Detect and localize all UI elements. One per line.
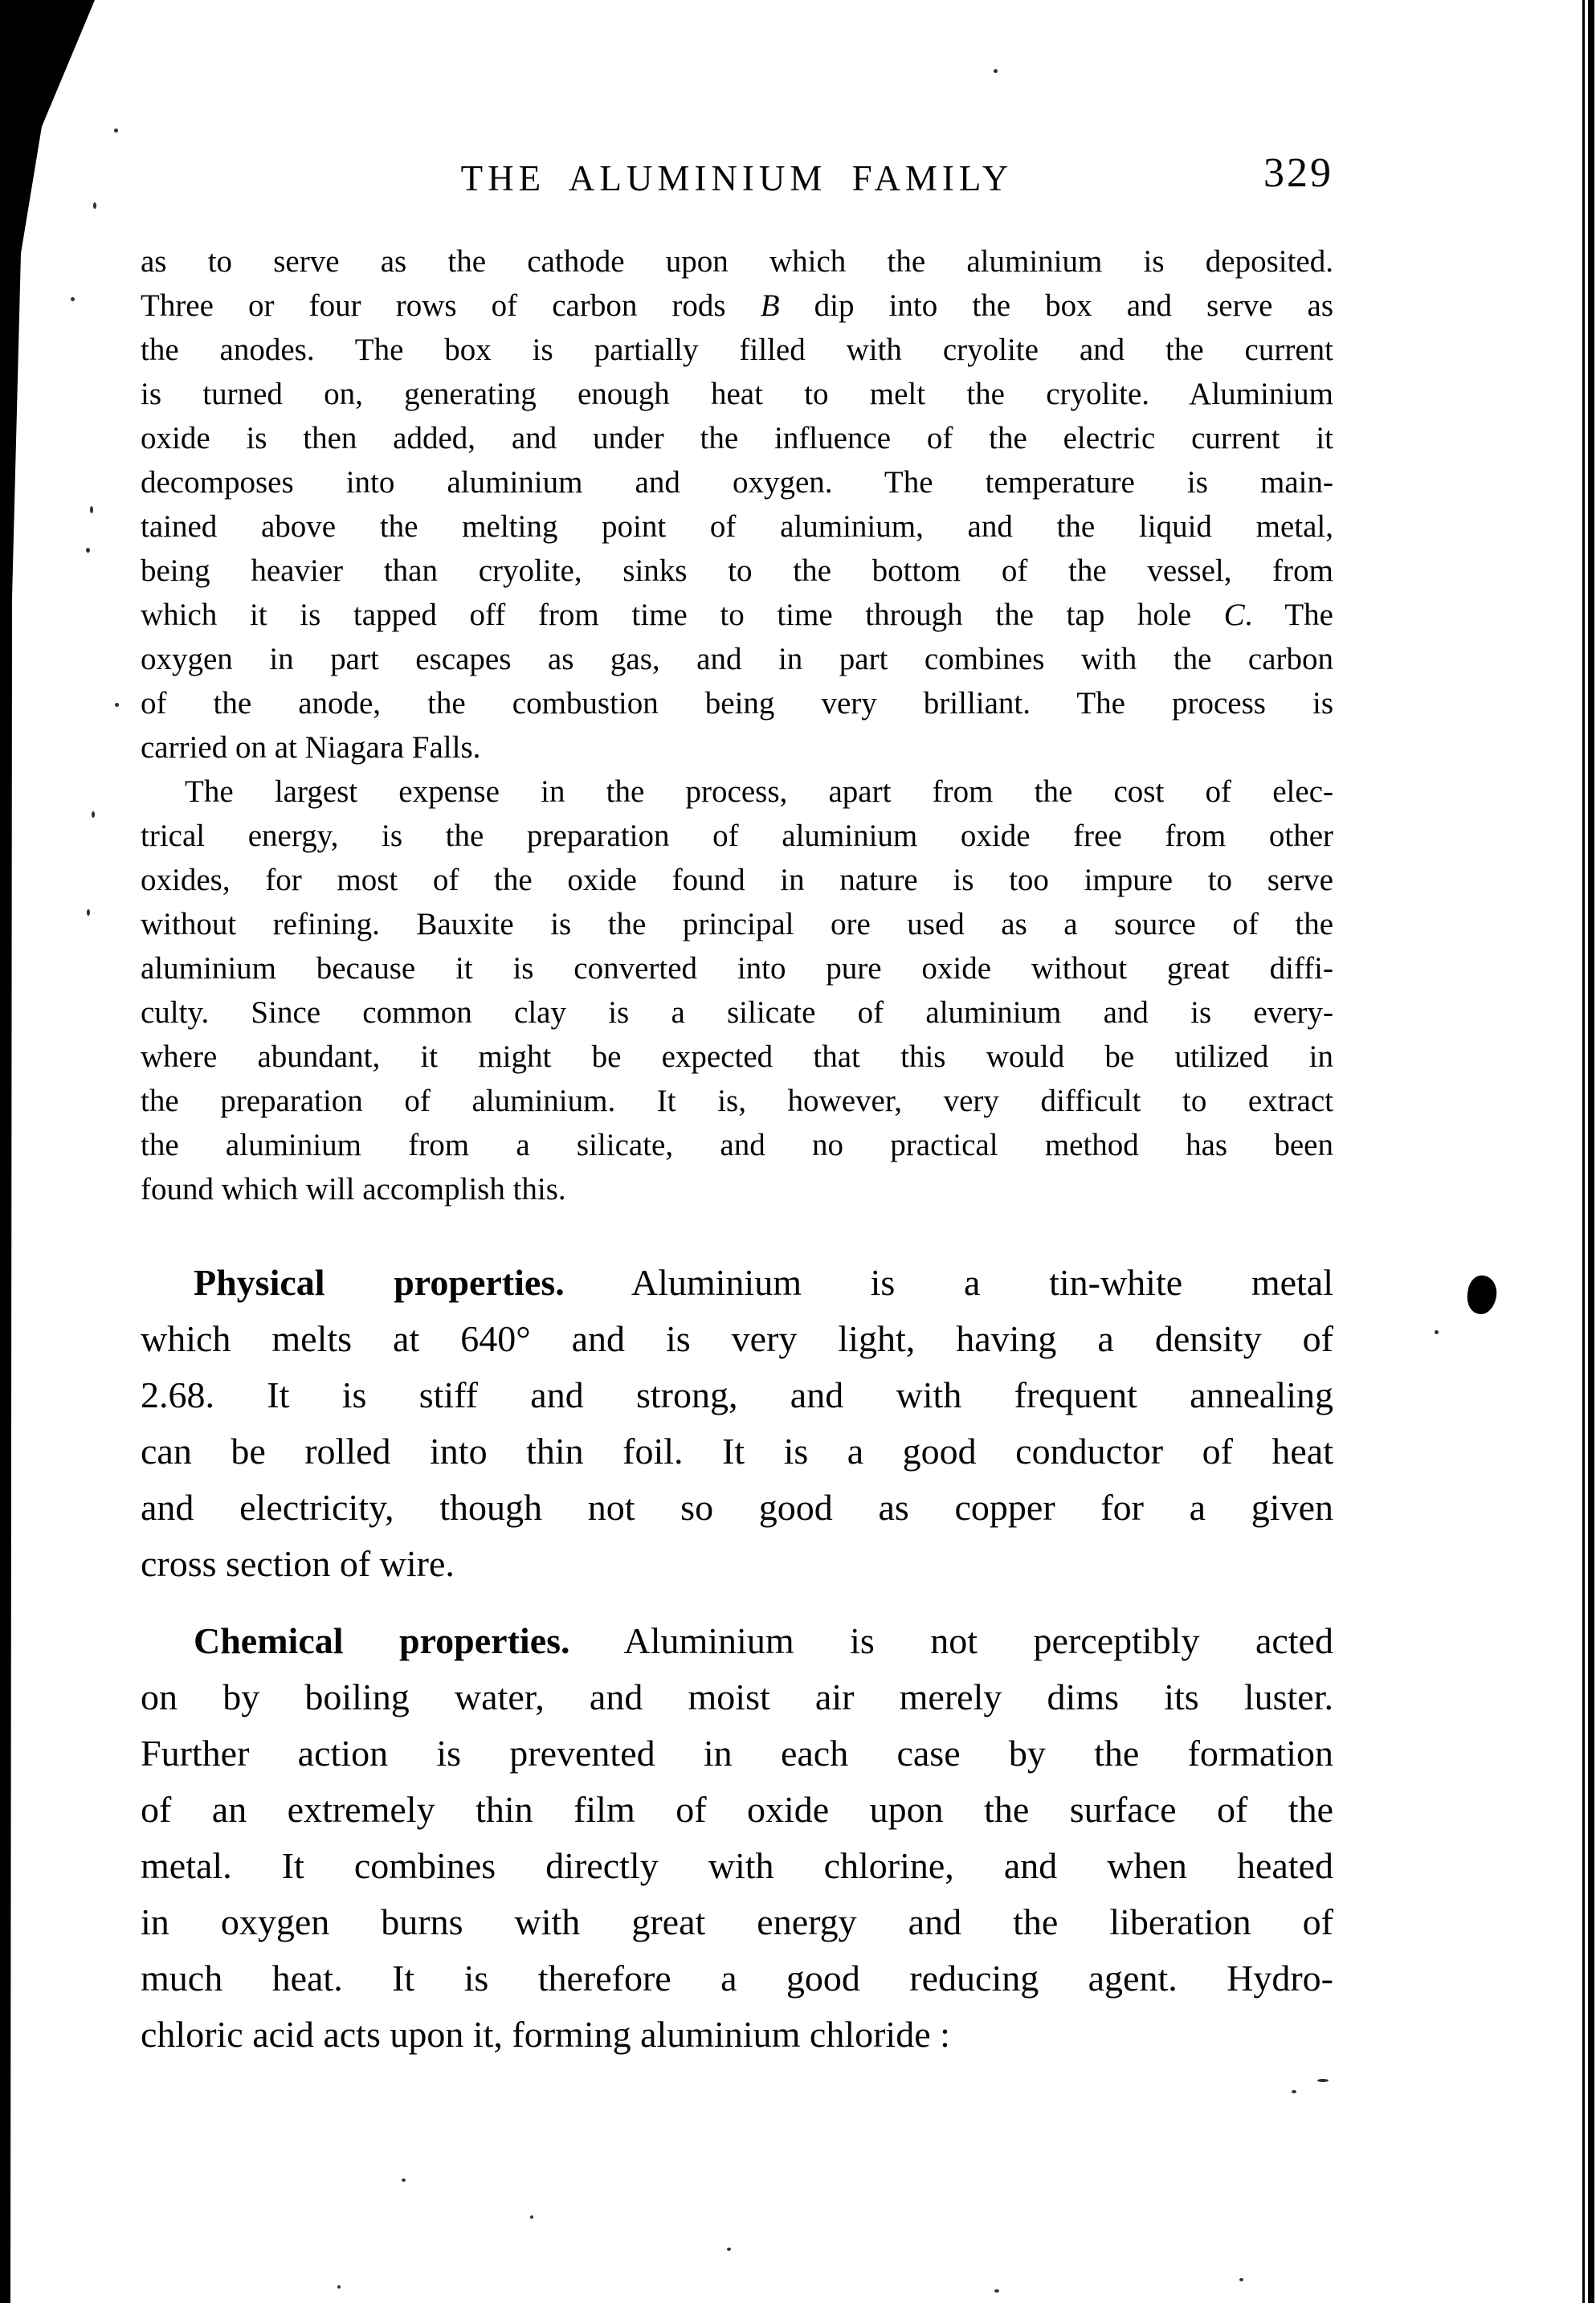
text-segment: the anodes. The box is partially filled with cryolite and the current xyxy=(141,333,1333,367)
scan-speck xyxy=(92,811,95,818)
text-segment: Further action is prevented in each case by the formation xyxy=(141,1733,1333,1774)
text-line xyxy=(141,1894,1333,1950)
paragraph xyxy=(141,770,1333,1211)
text-segment: of the anode, the combustion being very brilliant. The process is xyxy=(141,686,1333,721)
scan-speck xyxy=(1239,2278,1243,2281)
text-line xyxy=(141,1079,1333,1123)
text-line xyxy=(141,1669,1333,1725)
text-segment: and electricity, though not so good as copper for a given xyxy=(141,1487,1333,1528)
text-segment: Three or four rows of carbon rods xyxy=(141,288,761,323)
text-line xyxy=(141,504,1333,549)
text-segment: as to serve as the cathode upon which the aluminium is deposited. xyxy=(141,244,1333,279)
section-lead: Physical properties. xyxy=(194,1262,565,1303)
text-line xyxy=(141,1255,1333,1311)
text-line xyxy=(141,858,1333,902)
text-segment: is turned on, generating enough heat to melt the cryolite. Aluminium xyxy=(141,377,1333,411)
text-line xyxy=(141,239,1333,284)
text-line xyxy=(141,902,1333,946)
text-segment: oxides, for most of the oxide found in nature is too impure to serve xyxy=(141,863,1333,897)
text-segment: can be rolled into thin foil. It is a good conductor of heat xyxy=(141,1431,1333,1472)
scan-artifact-right-edge-line xyxy=(1582,0,1585,2303)
text-segment: 2.68. It is stiff and strong, and with frequent annealing xyxy=(141,1374,1333,1415)
scan-artifact-corner-wedge xyxy=(0,0,112,2303)
scan-speck xyxy=(337,2285,341,2289)
page-body xyxy=(141,239,1333,2063)
text-segment: metal. It combines directly with chlorine, and when heated xyxy=(141,1845,1333,1886)
text-segment: trical energy, is the preparation of aluminium oxide free from other xyxy=(141,819,1333,853)
paragraph xyxy=(141,1255,1333,1592)
page-header-title: THE ALUMINIUM FAMILY xyxy=(460,158,1014,198)
text-segment: much heat. It is therefore a good reducing agent. Hydro- xyxy=(141,1958,1333,1999)
text-segment: found which will accomplish this. xyxy=(141,1172,566,1207)
scan-speck xyxy=(90,506,93,513)
scan-speck xyxy=(994,69,998,73)
scan-speck xyxy=(727,2248,731,2251)
text-line xyxy=(141,1838,1333,1894)
text-line xyxy=(141,1725,1333,1782)
text-segment: which it is tapped off from time to time through the tap hole xyxy=(141,598,1224,632)
scan-speck xyxy=(114,129,118,133)
text-line xyxy=(141,372,1333,416)
scan-speck xyxy=(87,909,90,916)
scan-speck xyxy=(994,2289,999,2293)
text-segment: the aluminium from a silicate, and no practical method has been xyxy=(141,1128,1333,1162)
text-line xyxy=(141,1311,1333,1367)
scan-speck xyxy=(1435,1330,1439,1334)
text-segment: dip into the box and serve as xyxy=(779,288,1333,323)
text-line xyxy=(141,681,1333,725)
text-segment: oxygen in part escapes as gas, and in part combines with the carbon xyxy=(141,642,1333,676)
text-line xyxy=(141,990,1333,1035)
scan-speck xyxy=(93,202,96,209)
text-line xyxy=(141,814,1333,858)
text-segment: oxide is then added, and under the influence of the electric current it xyxy=(141,421,1333,455)
scan-speck xyxy=(530,2215,533,2219)
text-segment: on by boiling water, and moist air merely dims its luster. xyxy=(141,1676,1333,1717)
text-segment: carried on at Niagara Falls. xyxy=(141,730,481,765)
text-segment: aluminium because it is converted into pure oxide without great diffi- xyxy=(141,951,1333,986)
paragraph xyxy=(141,239,1333,770)
text-segment: tained above the melting point of aluminium, and the liquid metal, xyxy=(141,509,1333,544)
text-line xyxy=(141,328,1333,372)
text-line xyxy=(141,725,1333,770)
text-segment: being heavier than cryolite, sinks to the bottom of the vessel, from xyxy=(141,553,1333,588)
text-line xyxy=(141,593,1333,637)
text-segment: without refining. Bauxite is the principal ore used as a source of the xyxy=(141,907,1333,941)
text-line xyxy=(141,1035,1333,1079)
scan-speck xyxy=(402,2178,406,2182)
text-segment: B xyxy=(760,288,780,323)
text-line xyxy=(141,1167,1333,1211)
text-line xyxy=(141,1480,1333,1536)
text-line xyxy=(141,284,1333,328)
text-line xyxy=(141,1123,1333,1167)
text-segment: Aluminium is a tin-white metal xyxy=(564,1262,1333,1303)
scan-speck xyxy=(86,548,90,553)
text-segment: culty. Since common clay is a silicate of aluminium and is every- xyxy=(141,995,1333,1030)
text-line xyxy=(141,1950,1333,2007)
text-line xyxy=(141,1782,1333,1838)
text-segment: Aluminium is not perceptibly acted xyxy=(569,1620,1333,1661)
text-line xyxy=(141,1536,1333,1592)
text-line xyxy=(141,770,1333,814)
text-segment: The largest expense in the process, apart from the cost of elec- xyxy=(185,774,1333,809)
section-lead: Chemical properties. xyxy=(194,1620,570,1661)
text-segment: cross section of wire. xyxy=(141,1543,455,1584)
text-segment: which melts at 640° and is very light, having a density of xyxy=(141,1318,1333,1359)
page-number: 329 xyxy=(1263,150,1333,196)
text-line xyxy=(141,1367,1333,1423)
scan-artifact-right-edge-band xyxy=(1588,0,1594,2303)
text-line xyxy=(141,946,1333,990)
scan-speck xyxy=(1292,2090,1296,2093)
text-segment: C xyxy=(1223,598,1245,632)
scan-speck xyxy=(115,703,119,707)
text-segment: of an extremely thin film of oxide upon the surface of the xyxy=(141,1789,1333,1830)
text-line xyxy=(141,637,1333,681)
scan-speck xyxy=(71,297,75,301)
text-line xyxy=(141,1423,1333,1480)
paragraph xyxy=(141,1613,1333,2063)
text-segment: the preparation of aluminium. It is, however, very difficult to extract xyxy=(141,1084,1333,1118)
text-segment: decomposes into aluminium and oxygen. The temperature is main- xyxy=(141,465,1333,500)
scan-speck xyxy=(1317,2079,1329,2082)
text-line xyxy=(141,1613,1333,1669)
text-line xyxy=(141,2007,1333,2063)
text-line xyxy=(141,416,1333,460)
text-segment: in oxygen burns with great energy and the liberation of xyxy=(141,1901,1333,1942)
text-segment: . The xyxy=(1244,598,1333,632)
ink-blot xyxy=(1465,1274,1499,1317)
text-segment: chloric acid acts upon it, forming aluminium chloride : xyxy=(141,2014,950,2055)
text-line xyxy=(141,549,1333,593)
text-line xyxy=(141,460,1333,504)
text-segment: where abundant, it might be expected that this would be utilized in xyxy=(141,1039,1333,1074)
